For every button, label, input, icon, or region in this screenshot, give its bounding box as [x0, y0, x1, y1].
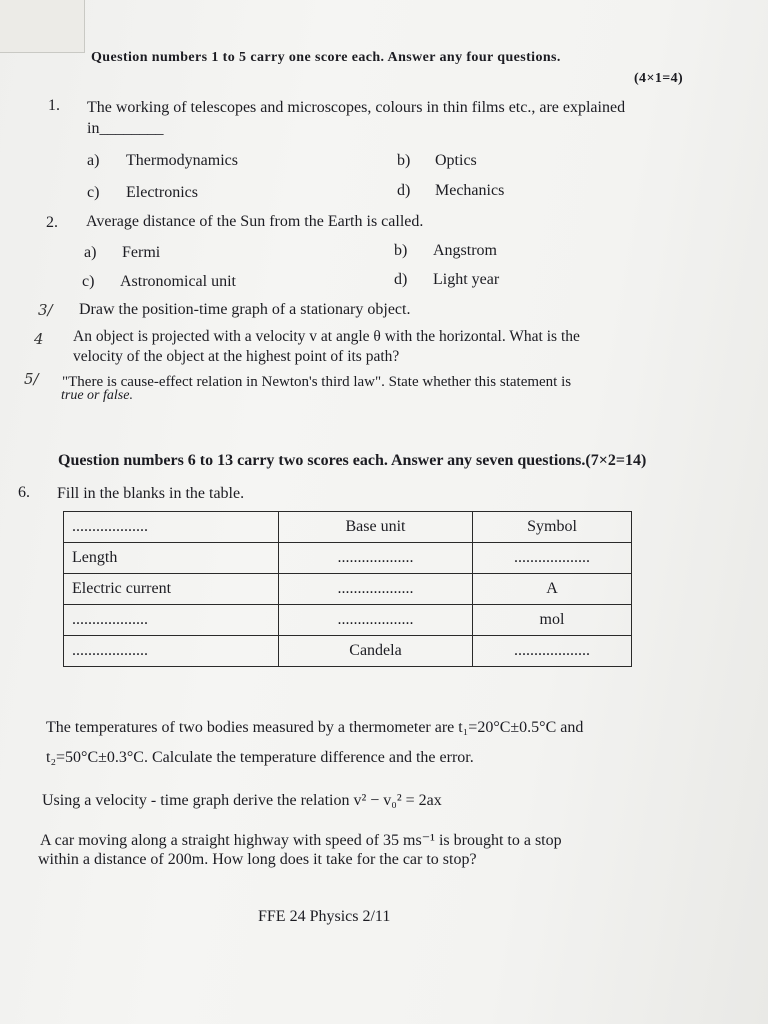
q7-text-line1: The temperatures of two bodies measured by a thermometer are t₁=20°C±0.5°C and: [46, 719, 584, 736]
q1-text-line1: The working of telescopes and microscopes, colours in thin films etc., are explained: [87, 99, 626, 116]
q9-text-line2: within a distance of 200m. How long does it take for the car to stop?: [38, 851, 477, 868]
table-cell: ...................: [64, 605, 279, 636]
table-row: [64, 636, 632, 667]
q1-option-b: Optics: [435, 152, 477, 169]
table-header-cell: Symbol: [473, 512, 632, 543]
q9-text-line1: A car moving along a straight highway with speed of 35 ms⁻¹ is brought to a stop: [40, 832, 562, 849]
q4-number: 4: [34, 330, 44, 348]
section-a-marks: (4×1=4): [634, 71, 684, 86]
q1-number: 1.: [48, 97, 60, 114]
table-cell: ...................: [473, 543, 632, 574]
table-cell: Length: [64, 543, 279, 574]
q1-option-a: Thermodynamics: [126, 152, 238, 169]
table-cell: Electric current: [64, 574, 279, 605]
q2-text: Average distance of the Sun from the Earth is called.: [86, 213, 424, 230]
folded-corner: [0, 0, 85, 53]
q1-option-d-label: d): [397, 182, 411, 199]
q4-text-line2: velocity of the object at the highest point of its path?: [73, 348, 400, 365]
q5-text-line2: true or false.: [61, 388, 133, 403]
q3-text: Draw the position-time graph of a stationary object.: [79, 301, 411, 318]
q1-option-a-label: a): [87, 152, 100, 169]
table-cell: ...................: [64, 636, 279, 667]
table-cell: ...................: [279, 605, 473, 636]
table-header-cell: Base unit: [279, 512, 473, 543]
q6-text: Fill in the blanks in the table.: [57, 485, 245, 502]
q2-option-b: Angstrom: [433, 242, 497, 259]
q5-text-line1: "There is cause-effect relation in Newton's third law". State whether this statement is: [62, 374, 572, 390]
q6-number: 6.: [18, 484, 30, 501]
table-cell: ...................: [279, 543, 473, 574]
table-row: [64, 605, 632, 636]
q2-option-a: Fermi: [122, 244, 161, 261]
q1-option-c-label: c): [87, 184, 100, 201]
q8-text: Using a velocity - time graph derive the relation v² − v₀² = 2ax: [42, 792, 442, 809]
table-cell: ...................: [279, 574, 473, 605]
table-cell: Candela: [279, 636, 473, 667]
q5-number: 5/: [24, 370, 39, 388]
q3-number: 3/: [38, 301, 53, 319]
table-cell: mol: [473, 605, 632, 636]
q7-text-line2: t₂=50°C±0.3°C. Calculate the temperature difference and the error.: [46, 749, 474, 766]
table-header-cell: ...................: [64, 512, 279, 543]
table-cell: A: [473, 574, 632, 605]
q1-option-c: Electronics: [126, 184, 198, 201]
q2-option-a-label: a): [84, 244, 97, 261]
table-cell: ...................: [473, 636, 632, 667]
q2-option-d: Light year: [433, 271, 500, 288]
table-row: [64, 543, 632, 574]
q2-option-d-label: d): [394, 271, 408, 288]
q2-option-c-label: c): [82, 273, 95, 290]
q2-number: 2.: [46, 214, 58, 231]
q1-option-b-label: b): [397, 152, 411, 169]
table-row: [64, 574, 632, 605]
section-a-header: Question numbers 1 to 5 carry one score each. Answer any four questions.: [91, 50, 561, 65]
q4-text-line1: An object is projected with a velocity v at angle θ with the horizontal. What is the: [73, 328, 580, 345]
q1-option-d: Mechanics: [435, 182, 505, 199]
q2-option-c: Astronomical unit: [120, 273, 236, 290]
q2-option-b-label: b): [394, 242, 408, 259]
units-table: [63, 511, 632, 667]
table-header-row: [64, 512, 632, 543]
section-b-header: Question numbers 6 to 13 carry two scores each. Answer any seven questions.(7×2=14): [58, 452, 647, 469]
q1-text-line2: in________: [87, 120, 164, 137]
page-footer: FFE 24 Physics 2/11: [258, 908, 391, 925]
